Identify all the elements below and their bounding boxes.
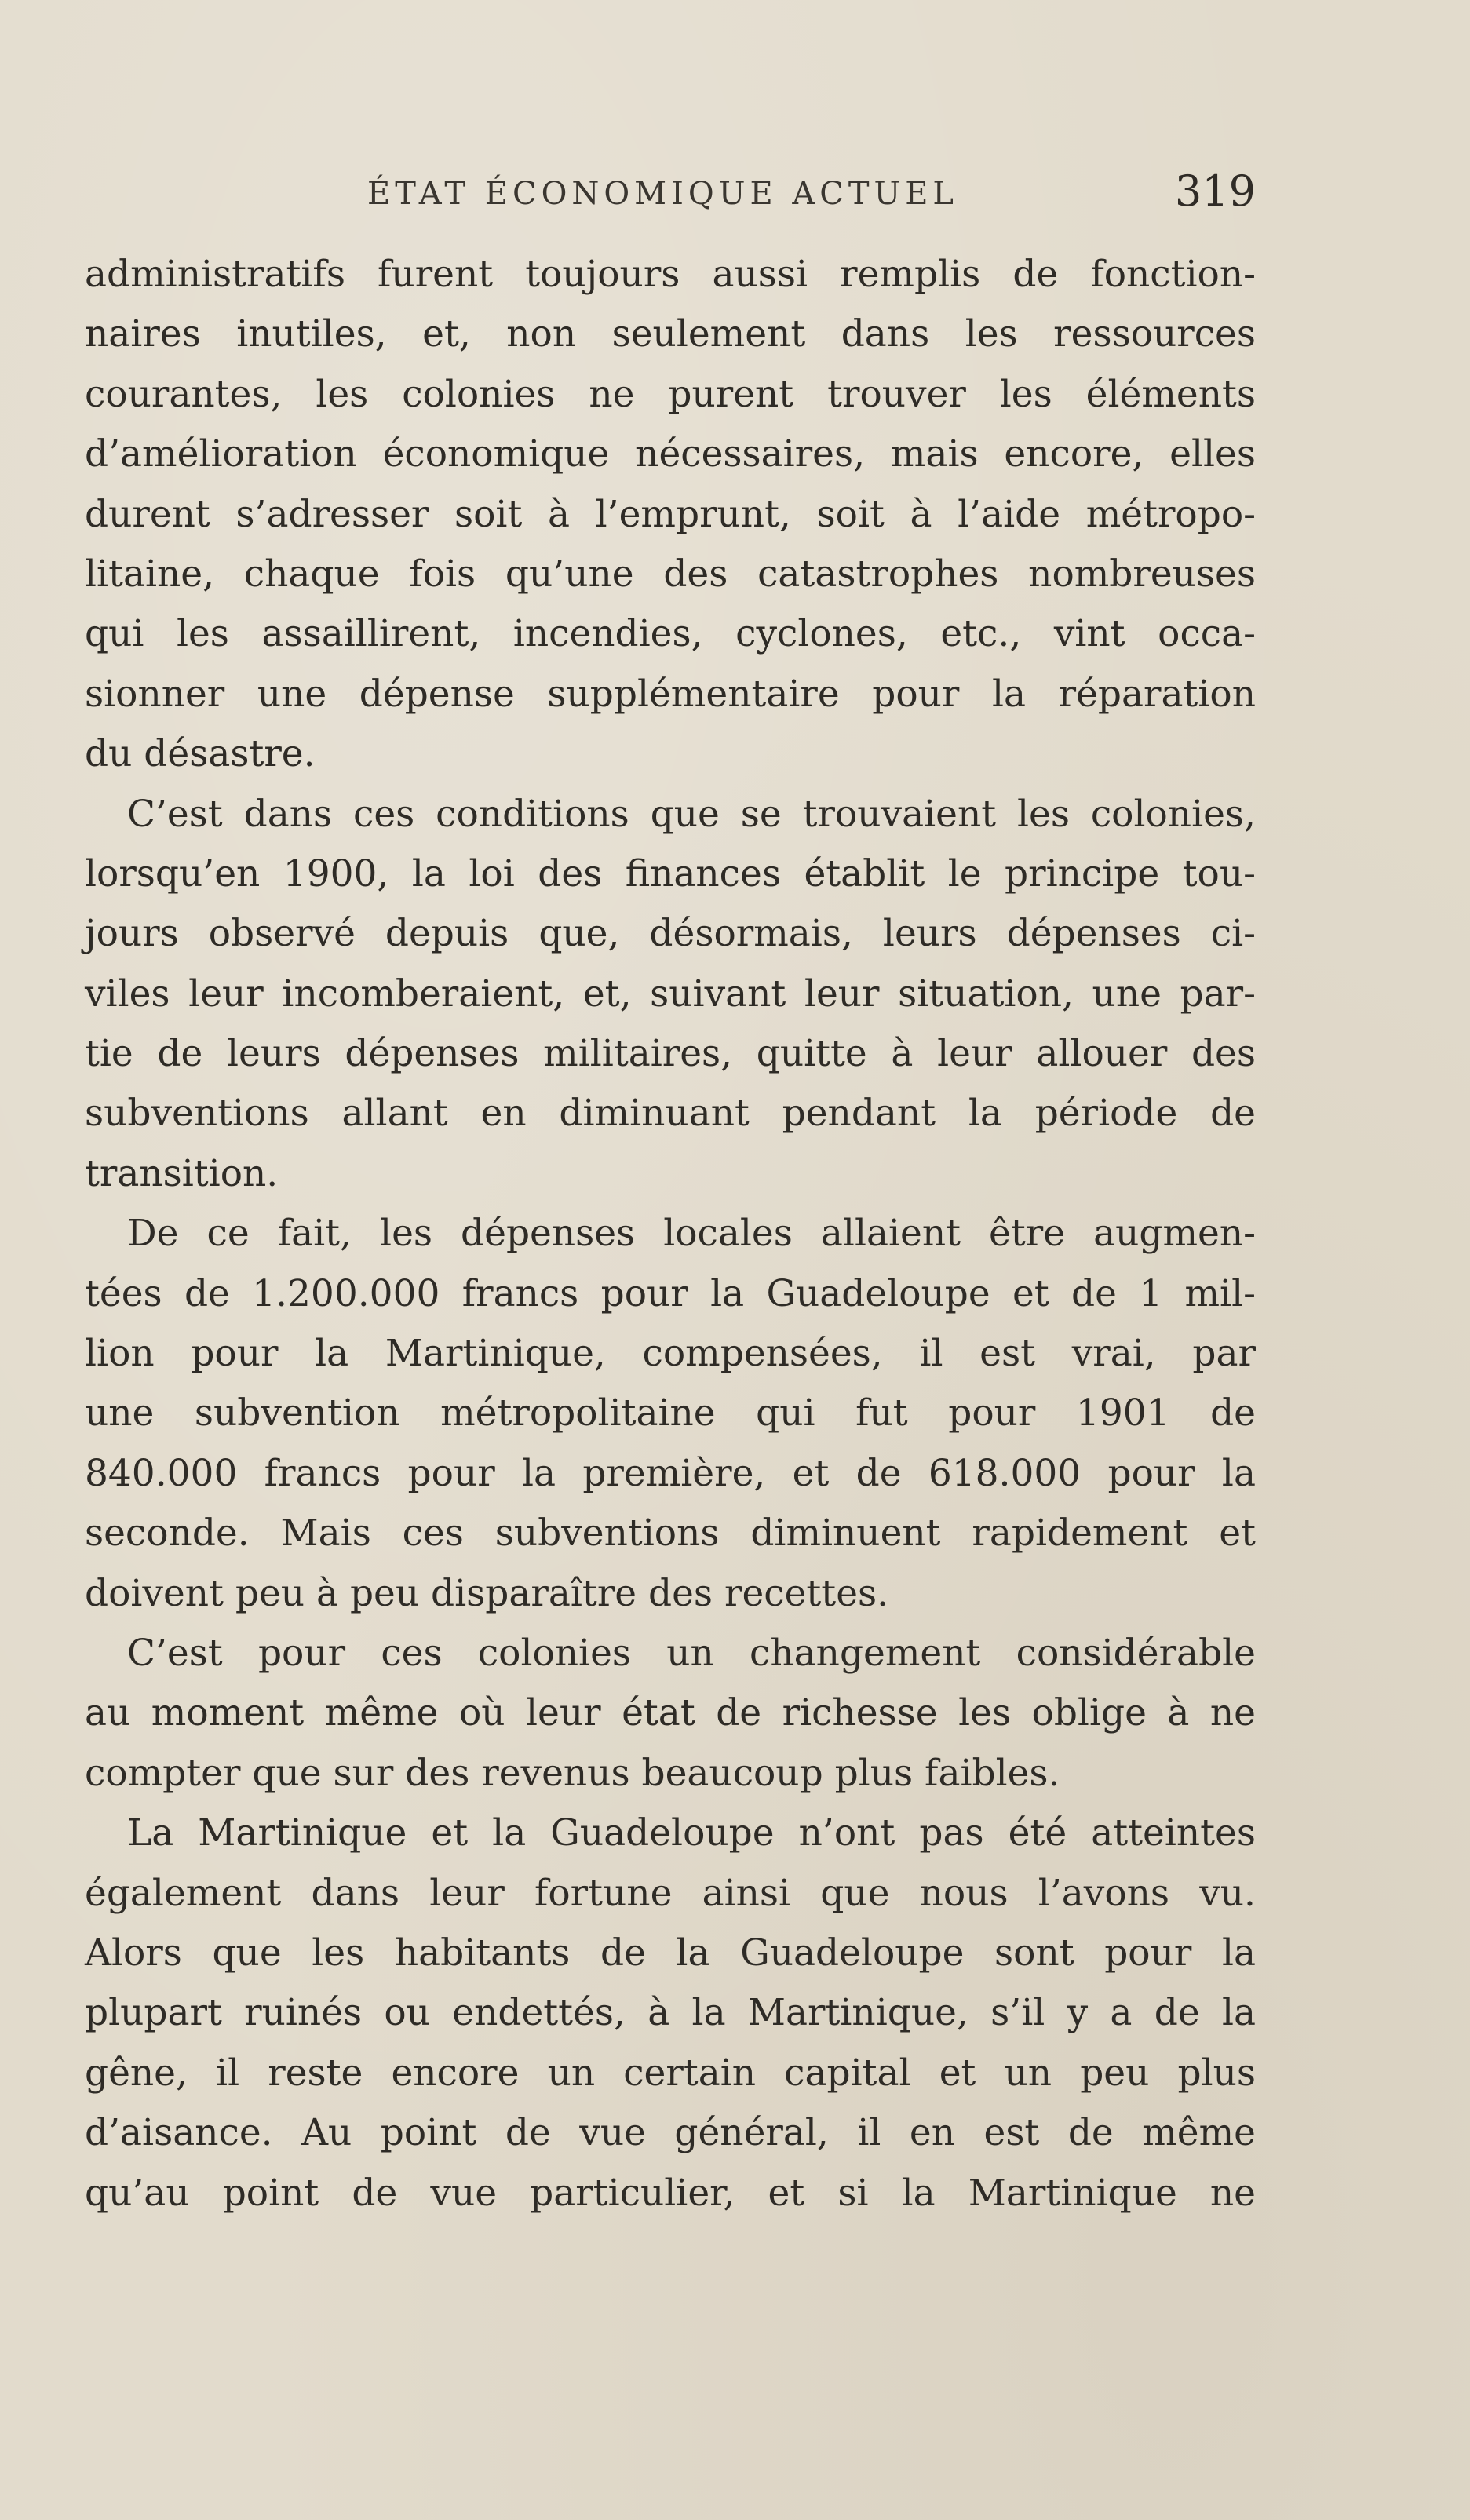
text-line: seconde. Mais ces subventions diminuent rapidement et — [85, 1512, 1256, 1555]
page-number: 319 — [1174, 166, 1256, 216]
text-line: au moment même où leur état de richesse les oblige à ne — [85, 1691, 1256, 1735]
text-line: C’est pour ces colonies un changement considérable — [127, 1631, 1256, 1675]
text-line: une subvention métropolitaine qui fut pour 1901 de — [85, 1391, 1256, 1435]
text-line: doivent peu à peu disparaître des recettes. — [85, 1571, 889, 1615]
body-text — [85, 245, 1256, 2223]
text-line: C’est dans ces conditions que se trouvaient les colonies, — [127, 792, 1256, 836]
text-line: plupart ruinés ou endettés, à la Martinique, s’il y a de la — [85, 1991, 1256, 2035]
text-line: durent s’adresser soit à l’emprunt, soit à l’aide métropo- — [85, 492, 1256, 536]
running-title: ÉTAT ÉCONOMIQUE ACTUEL — [367, 176, 958, 212]
text-line: sionner une dépense supplémentaire pour la réparation — [85, 672, 1256, 716]
text-line: également dans leur fortune ainsi que nous l’avons vu. — [85, 1871, 1256, 1915]
text-line: d’amélioration économique nécessaires, mais encore, elles — [85, 432, 1256, 476]
text-line: De ce fait, les dépenses locales allaient être augmen- — [127, 1212, 1256, 1256]
text-line: gêne, il reste encore un certain capital et un peu plus — [85, 2051, 1256, 2095]
text-line: administratifs furent toujours aussi remplis de fonction- — [85, 253, 1256, 296]
text-line: transition. — [85, 1151, 279, 1195]
text-line: compter que sur des revenus beaucoup plus faibles. — [85, 1751, 1060, 1795]
text-line: subventions allant en diminuant pendant la période de — [85, 1092, 1256, 1136]
text-line: qu’au point de vue particulier, et si la Martinique ne — [85, 2171, 1256, 2215]
text-line: qui les assaillirent, incendies, cyclones, etc., vint occa- — [85, 612, 1256, 656]
text-line: du désastre. — [85, 732, 316, 776]
text-line: naires inutiles, et, non seulement dans les ressources — [85, 312, 1256, 356]
text-line: lion pour la Martinique, compensées, il est vrai, par — [85, 1332, 1256, 1376]
running-head — [85, 166, 1256, 221]
text-line: courantes, les colonies ne purent trouver les éléments — [85, 372, 1256, 416]
text-line: lorsqu’en 1900, la loi des finances établit le principe tou- — [85, 852, 1256, 895]
text-line: tie de leurs dépenses militaires, quitte à leur allouer des — [85, 1032, 1256, 1076]
text-line: jours observé depuis que, désormais, leurs dépenses ci- — [85, 912, 1256, 956]
text-line: La Martinique et la Guadeloupe n’ont pas été atteintes — [127, 1811, 1256, 1855]
text-line: tées de 1.200.000 francs pour la Guadeloupe et de 1 mil- — [85, 1271, 1256, 1315]
text-line: d’aisance. Au point de vue général, il en est de même — [85, 2111, 1256, 2155]
text-line: litaine, chaque fois qu’une des catastrophes nombreuses — [85, 552, 1256, 596]
text-line: viles leur incomberaient, et, suivant leur situation, une par- — [85, 972, 1256, 1016]
text-line: Alors que les habitants de la Guadeloupe sont pour la — [85, 1931, 1256, 1975]
text-line: 840.000 francs pour la première, et de 618.000 pour la — [85, 1451, 1256, 1495]
